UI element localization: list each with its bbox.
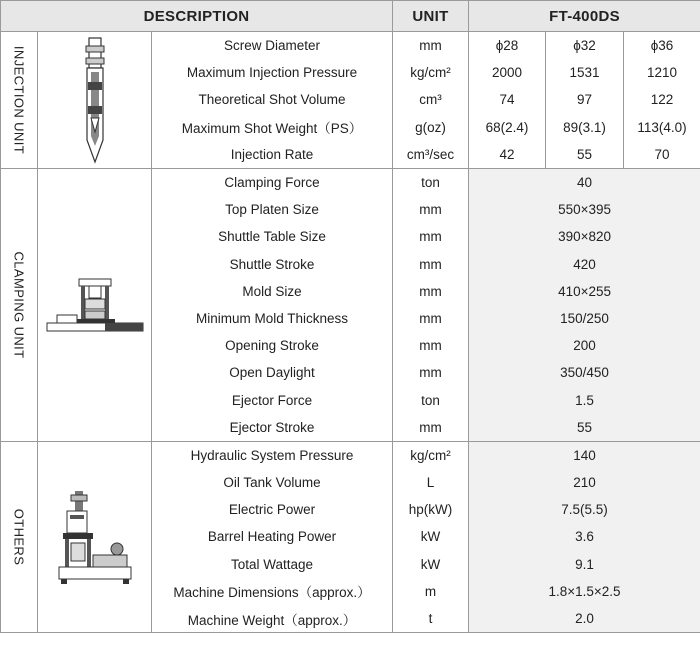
table-row — [1, 441, 700, 469]
header-unit: UNIT — [393, 1, 469, 32]
row-value: 150/250 — [469, 305, 700, 332]
row-value: 2000 — [469, 59, 546, 86]
row-value: ϕ28 — [469, 32, 546, 60]
row-label: Machine Weight（approx.） — [152, 605, 393, 633]
row-label: Clamping Force — [152, 168, 393, 196]
row-value: 55 — [546, 141, 624, 169]
header-model: FT-400DS — [469, 1, 700, 32]
row-unit: mm — [393, 32, 469, 60]
row-label: Maximum Shot Weight（PS） — [152, 114, 393, 141]
row-unit: kW — [393, 551, 469, 578]
table-row — [1, 168, 700, 196]
row-label: Open Daylight — [152, 359, 393, 386]
row-label: Ejector Force — [152, 386, 393, 413]
row-label: Screw Diameter — [152, 32, 393, 60]
row-unit: mm — [393, 414, 469, 442]
row-unit: hp(kW) — [393, 496, 469, 523]
section-label-others: OTHERS — [1, 441, 38, 632]
machine-icon — [38, 441, 152, 632]
row-value: 7.5(5.5) — [469, 496, 700, 523]
section-label-injection: INJECTION UNIT — [1, 32, 38, 169]
row-label: Machine Dimensions（approx.） — [152, 578, 393, 605]
row-unit: m — [393, 578, 469, 605]
row-unit: ton — [393, 168, 469, 196]
header-row — [1, 1, 700, 32]
row-label: Opening Stroke — [152, 332, 393, 359]
row-value: 40 — [469, 168, 700, 196]
row-value: 3.6 — [469, 523, 700, 550]
row-value: 550×395 — [469, 196, 700, 223]
row-unit: mm — [393, 278, 469, 305]
row-unit: mm — [393, 305, 469, 332]
row-value: 9.1 — [469, 551, 700, 578]
row-value: 68(2.4) — [469, 114, 546, 141]
row-label: Shuttle Stroke — [152, 251, 393, 278]
row-label: Maximum Injection Pressure — [152, 59, 393, 86]
row-label: Hydraulic System Pressure — [152, 441, 393, 469]
row-unit: kW — [393, 523, 469, 550]
row-value: 97 — [546, 86, 624, 113]
row-unit: mm — [393, 332, 469, 359]
row-label: Total Wattage — [152, 551, 393, 578]
row-unit: L — [393, 469, 469, 496]
row-label: Minimum Mold Thickness — [152, 305, 393, 332]
row-value: ϕ36 — [624, 32, 700, 60]
row-value: 210 — [469, 469, 700, 496]
injection-screw-icon — [38, 32, 152, 169]
row-unit: ton — [393, 386, 469, 413]
row-unit: kg/cm² — [393, 441, 469, 469]
row-label: Top Platen Size — [152, 196, 393, 223]
row-label: Shuttle Table Size — [152, 223, 393, 250]
row-unit: mm — [393, 196, 469, 223]
table-row — [1, 32, 700, 60]
row-unit: g(oz) — [393, 114, 469, 141]
header-description: DESCRIPTION — [1, 1, 393, 32]
row-unit: cm³/sec — [393, 141, 469, 169]
row-value: 1210 — [624, 59, 700, 86]
row-value: 410×255 — [469, 278, 700, 305]
row-unit: mm — [393, 251, 469, 278]
row-value: 1.5 — [469, 386, 700, 413]
row-label: Theoretical Shot Volume — [152, 86, 393, 113]
row-value: 140 — [469, 441, 700, 469]
row-label: Electric Power — [152, 496, 393, 523]
row-unit: mm — [393, 223, 469, 250]
row-value: 1.8×1.5×2.5 — [469, 578, 700, 605]
row-value: 390×820 — [469, 223, 700, 250]
row-value: 2.0 — [469, 605, 700, 633]
row-value: 42 — [469, 141, 546, 169]
row-value: 200 — [469, 332, 700, 359]
row-label: Injection Rate — [152, 141, 393, 169]
row-label: Ejector Stroke — [152, 414, 393, 442]
row-value: 420 — [469, 251, 700, 278]
row-label: Mold Size — [152, 278, 393, 305]
row-value: 70 — [624, 141, 700, 169]
row-unit: t — [393, 605, 469, 633]
section-label-clamping: CLAMPING UNIT — [1, 168, 38, 441]
row-value: ϕ32 — [546, 32, 624, 60]
clamping-unit-icon — [38, 168, 152, 441]
row-value: 122 — [624, 86, 700, 113]
row-unit: cm³ — [393, 86, 469, 113]
row-unit: mm — [393, 359, 469, 386]
row-label: Oil Tank Volume — [152, 469, 393, 496]
row-label: Barrel Heating Power — [152, 523, 393, 550]
row-value: 55 — [469, 414, 700, 442]
row-unit: kg/cm² — [393, 59, 469, 86]
row-value: 350/450 — [469, 359, 700, 386]
row-value: 113(4.0) — [624, 114, 700, 141]
row-value: 74 — [469, 86, 546, 113]
row-value: 89(3.1) — [546, 114, 624, 141]
row-value: 1531 — [546, 59, 624, 86]
